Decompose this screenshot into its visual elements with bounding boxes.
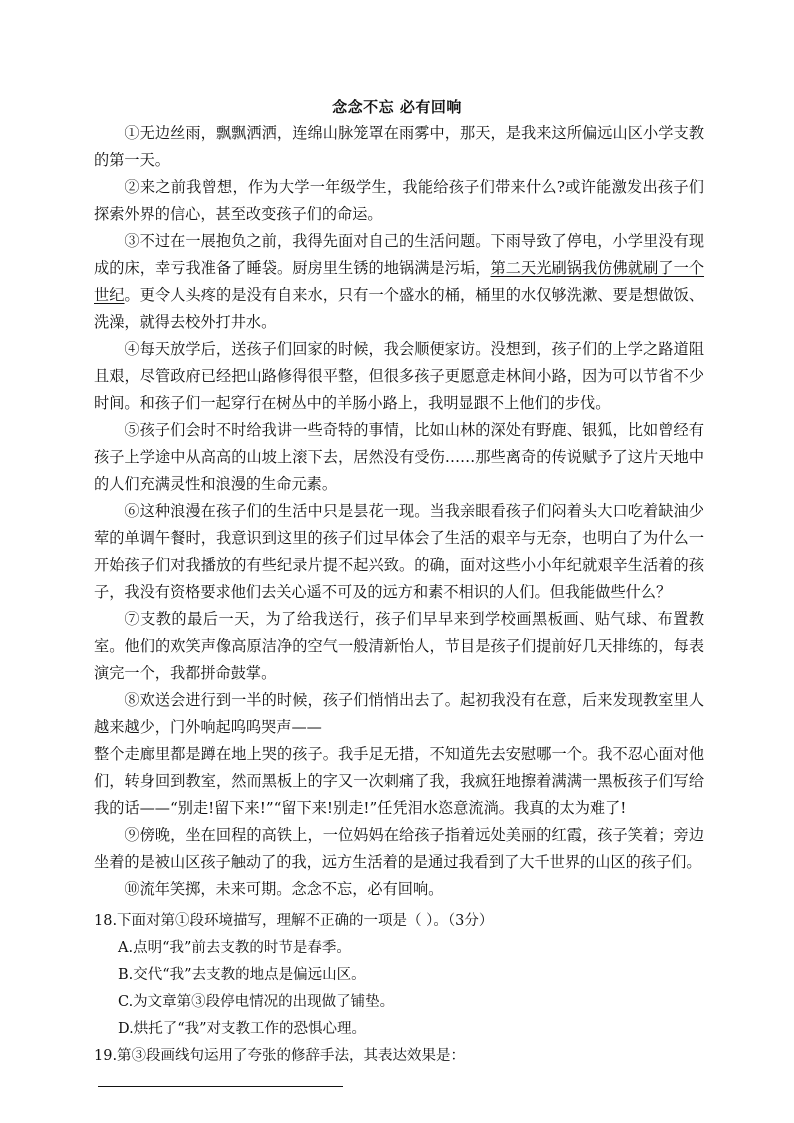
paragraph-1: ①无边丝雨，飘飘洒洒，连绵山脉笼罩在雨雾中，那天，是我来这所偏远山区小学支教的第一天。 bbox=[94, 124, 704, 169]
question-18-option-c: C.为文章第③段停电情况的出现做了铺垫。 bbox=[118, 994, 395, 1010]
paragraph-4: ④每天放学后，送孩子们回家的时候，我会顺便家访。没想到，孩子们的上学之路道阻且艰，尽管政府已经把山路修得很平整，但很多孩子更愿意走林间小路，因为可以节省不少时间。和孩子们一起穿行在树丛中的羊肠小路上，我明显跟不上他们的步伐。 bbox=[94, 340, 704, 412]
question-18-option-d: D.烘托了“我”对支教工作的恐惧心理。 bbox=[118, 1021, 367, 1037]
article-title: 念念不忘 必有回响 bbox=[332, 98, 462, 116]
answer-blank bbox=[98, 1072, 343, 1087]
questions-section bbox=[94, 908, 714, 1097]
paragraph-3 bbox=[94, 228, 704, 336]
question-18: 18.下面对第①段环境描写，理解不正确的一项是（ ）。（3分） bbox=[94, 913, 494, 929]
question-19-text: 19.第③段画线句运用了夸张的修辞手法，其表达效果是： bbox=[94, 1048, 466, 1064]
paragraph-10: ⑩流年笑掷，未来可期。念念不忘，必有回响。 bbox=[124, 880, 444, 898]
question-19 bbox=[94, 1043, 714, 1097]
underlined-sentence: 第二天光刷锅我仿佛就刷了一个世纪 bbox=[94, 259, 705, 304]
paragraph-5: ⑤孩子们会时不时给我讲一些奇特的事情，比如山林的深处有野鹿、银狐，比如曾经有孩子上学途中从高高的山坡上滚下去，居然没有受伤……那些离奇的传说赋予了这片天地中的人们充满灵性和浪漫的生命元素。 bbox=[94, 421, 704, 493]
paragraph-6: ⑥这种浪漫在孩子们的生活中只是昙花一现。当我亲眼看孩子们闷着头大口吃着缺油少荤的单调午餐时，我意识到这里的孩子们过早体会了生活的艰辛与无奈，也明白了为什么一开始孩子们对我播放的有些纪录片提不起兴致。的确，面对这些小小年纪就艰辛生活着的孩子，我没有资格要求他们去关心遥不可及的远方和素不相识的人们。但我能做些什么？ bbox=[94, 502, 704, 601]
question-18-option-a: A.点明“我”前去支教的时节是春季。 bbox=[118, 940, 351, 956]
paragraph-9: ⑨傍晚，坐在回程的高铁上，一位妈妈在给孩子指着远处美丽的红霞，孩子笑着；旁边坐着的是被山区孩子触动了的我，远方生活着的是通过我看到了大千世界的山区的孩子们。 bbox=[94, 826, 704, 871]
paragraph-3-part-b: 。更令人头疼的是没有自来水，只有一个盛水的桶，桶里的水仅够洗漱、要是想做饭、洗澡，就得去校外打井水。 bbox=[94, 286, 705, 331]
paragraph-8-part-a: ⑧欢送会进行到一半的时候，孩子们悄悄出去了。起初我没有在意，后来发现教室里人越来越少，门外响起呜呜哭声—— bbox=[94, 691, 704, 736]
paragraph-8-part-b: 整个走廊里都是蹲在地上哭的孩子。我手足无措，不知道先去安慰哪一个。我不忍心面对他们，转身回到教室，然而黑板上的字又一次刺痛了我，我疯狂地擦着满满一黑板孩子们写给我的话——“别走!留下来!”“留下来!别走!”任凭泪水恣意流淌。我真的太为难了! bbox=[94, 745, 704, 817]
paragraph-2: ②来之前我曾想，作为大学一年级学生，我能给孩子们带来什么?或许能激发出孩子们探索外界的信心，甚至改变孩子们的命运。 bbox=[94, 178, 704, 223]
question-18-option-b: B.交代“我”去支教的地点是偏远山区。 bbox=[118, 967, 366, 983]
paragraph-3-part-a: ③不过在一展抱负之前，我得先面对自己的生活问题。下雨导致了停电，小学里没有现成的床，幸亏我准备了睡袋。厨房里生锈的地锅满是污垢， bbox=[94, 232, 704, 277]
article-body bbox=[94, 120, 704, 903]
paragraph-7: ⑦支教的最后一天，为了给我送行，孩子们早早来到学校画黑板画、贴气球、布置教室。他们的欢笑声像高原洁净的空气一般清新怡人，节目是孩子们提前好几天排练的，每表演完一个，我都拼命鼓掌。 bbox=[94, 610, 704, 682]
